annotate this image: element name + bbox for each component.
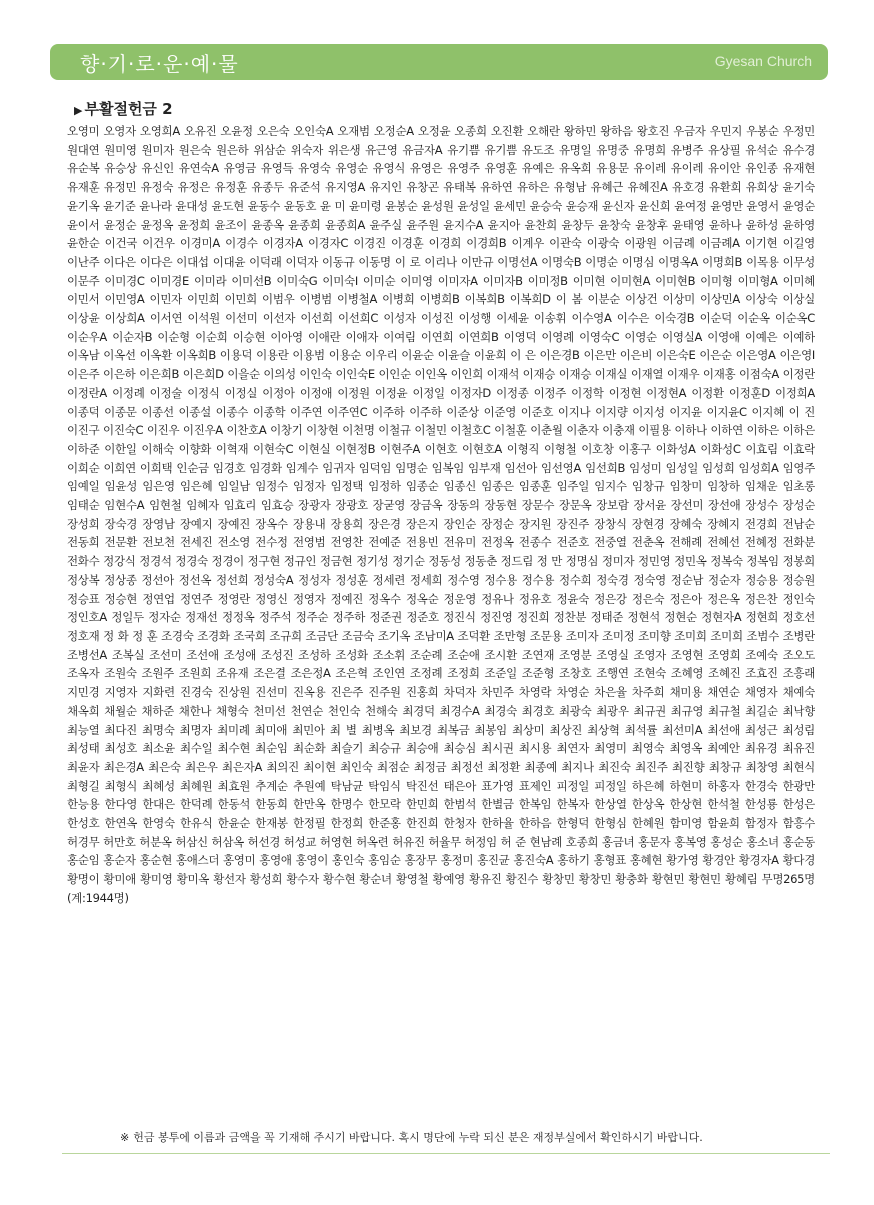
section-heading	[74, 98, 173, 119]
footer-note	[120, 1129, 703, 1145]
church-name: Gyesan Church	[714, 53, 812, 69]
donor-name-list: 오영미 오영자 오영희A 오유진 오윤정 오은숙 오인숙A 오재범 오정순A 오정윤 오종희 오진환 오해란 왕하민 왕하음 왕호진 우금자 우민지 우봉순 우정민 원대연 원미영 원미자 원은숙 원은하 위삼순 위숙자 위은생 유근영 유금자A 유기쁨 유기쁨 유도조 유명일 유명중 유명희 유병주 유상필 유석순 유수경 유순복 유승상 유신인 유연숙A 유영금 유영득 유영숙 유영순 유영식 유영은 유영주 유영훈 유예은 유옥희 유용문 유이레 유이레 유이안 유인종 유재현 유재훈 유정민 유정숙 유정은 유정훈 유종두 유준석 유지영A 유지인 유창곤 유태복 유하연 유하은 유형남 유혜근 유혜진A 유호경 유환희 유희상 윤기숙 윤기옥 윤기준 윤나라 윤대성 윤도현 윤동수 윤동호 윤 미 윤미령 윤봉순 윤성원 윤성일 윤세민 윤승숙 윤승재 윤신자 윤신희 윤여정 윤영만 윤영서 윤영순 윤이서 윤정순 윤정옥 윤정희 윤조이 윤종옥 윤종희 윤종희A 윤주실 윤주원 윤지수A 윤지아 윤찬희 윤창두 윤창숙 윤창후 윤태영 윤하나 윤하성 윤하영 윤한순 이건국 이건우 이경미A 이경수 이경자A 이경자C 이경진 이경훈 이경희 이경희B 이계우 이관숙 이광숙 이광원 이금례 이금례A 이기현 이길영 이난주 이다은 이다은 이대섭 이대윤 이덕래 이덕자 이동규 이동명 이 로 이리나 이만규 이명선A 이명숙B 이명순 이명심 이명옥A 이명희B 이목용 이무성 이문주 이미경C 이미경E 이미라 이미선B 이미숙G 이미숙I 이미순 이미영 이미자A 이미자B 이미정B 이미현 이미현A 이미현B 이미형 이미형A 이미혜 이민서 이민영A 이민자 이민희 이민희 이범우 이병범 이병철A 이병희 이병희B 이복희B 이복희D 이 봄 이분순 이상건 이상미 이상민A 이상숙 이상실 이상윤 이상희A 이서연 이석원 이선미 이선자 이선희 이선희C 이성자 이성진 이성행 이세윤 이송휘 이수영A 이수은 이숙경B 이순덕 이순옥 이순옥C 이순우A 이순자B 이순형 이순희 이승현 이아영 이애란 이애자 이여림 이연희 이연희B 이영덕 이영례 이영숙C 이영순 이영실A 이영애 이예은 이예하 이옥남 이옥선 이옥환 이옥희B 이용덕 이용란 이용범 이용순 이우리 이윤순 이윤슬 이윤희 이 은 이은경B 이은만 이은비 이은숙E 이은순 이은영A 이은영I 이은주 이은하 이은희B 이은희D 이을순 이의성 이인숙 이인숙E 이인순 이인옥 이인희 이재석 이재승 이재승 이재실 이재열 이재우 이재홍 이점숙A 이정란 이정란A 이정례 이정술 이정식 이정실 이정아 이정애 이정원 이정윤 이정일 이정자D 이정종 이정주 이정학 이정현 이정현A 이정환 이정훈D 이정희A 이종덕 이종문 이종선 이종설 이종수 이종학 이주연 이주연C 이주하 이주하 이준상 이준영 이준호 이지나 이지량 이지성 이지윤 이지윤C 이지혜 이 진 이진구 이진숙C 이진우 이진우A 이찬호A 이창기 이창현 이천명 이철규 이철민 이철호C 이철훈 이춘월 이춘자 이충재 이필용 이하나 이하연 이하은 이하은 이하준 이한일 이해숙 이향화 이혁재 이현숙C 이현실 이현정B 이현주A 이현호 이현호A 이형직 이형철 이호창 이홍구 이화성A 이화성C 이효림 이효락 이희순 이희연 이희택 인순금 임경호 임경화 임계수 임귀자 임덕임 임명순 임복임 임부재 임선아 임선영A 임선희B 임성미 임성일 임성희 임성희A 임영주 임예일 임윤성 임은영 임은혜 임일남 임정수 임정자 임정택 임정하 임종순 임종신 임종은 임종훈 임주일 임지수 임창규 임창미 임창하 임채운 임초롱 임태순 임현수A 임현철 임혜자 임효리 임효승 장광자 장광호 장굳영 장금옥 장동의 장동현 장문수 장문옥 장보람 장서윤 장선미 장선애 장성수 장성순 장성희 장숙경 장영남 장예지 장예진 장옥수 장용내 장용희 장은경 장은지 장인순 장정순 장지원 장진주 장창식 장현경 장혜숙 장혜지 전경희 전남순 전동희 전문환 전보천 전세진 전소영 전수정 전영범 전영찬 전예준 전용빈 전유미 전정옥 전종수 전준호 전중열 전춘옥 전해례 전혜선 전혜정 전화분 전화수 정강식 정경석 정경숙 정경이 정구현 정규인 정금현 정기성 정기순 정동성 정동춘 정드림 정 만 정명심 정미자 정민영 정민옥 정복숙 정복임 정봉희 정상복 정상종 정선아 정선옥 정선희 정성숙A 정성자 정성훈 정세련 정세희 정수영 정수용 정수용 정수희 정숙경 정숙영 정순남 정순자 정승용 정승원 정승표 정승현 정연업 정연주 정영란 정영신 정영자 정예진 정옥수 정옥순 정운영 정유나 정유호 정윤숙 정은강 정은숙 정은아 정은옥 정은찬 정인숙 정인호A 정일두 정자순 정재선 정정옥 정주석 정주순 정주하 정준권 정준호 정진식 정진영 정진희 정찬분 정태준 정현석 정현순 정현자A 정현희 정호선 정호재 정 화 정 훈 조경숙 조경화 조국희 조규희 조금단 조금숙 조기옥 조남미A 조덕환 조만형 조문용 조미자 조미정 조미향 조미희 조미희 조범수 조병란 조병선A 조복실 조선미 조선애 조성애 조성진 조성하 조성화 조소휘 조순례 조순애 조시환 조연재 조영분 조영실 조영자 조영현 조영희 조예숙 조오도 조옥자 조원숙 조원주 조원희 조유재 조은결 조은정A 조은혁 조인연 조정례 조정희 조준일 조준형 조창호 조행연 조현숙 조혜영 조혜진 조효진 조흥래 지민경 지영자 지화련 진경숙 진상원 진선미 진옥용 진은주 진주원 진홍희 차덕자 차민주 차영락 차영순 차은율 차주희 채미용 채연순 채영자 채예숙 채옥희 채월순 채하준 채한나 채형숙 천미선 천연순 천인숙 천해숙 최경덕 최경수A 최경숙 최경호 최광숙 최광우 최규권 최규영 최규철 최길순 최낙향 최능열 최다진 최명숙 최명자 최미례 최미애 최민아 최 별 최병옥 최보경 최복금 최봉임 최상미 최상진 최상혁 최석률 최선미A 최선애 최성근 최성림 최성태 최성호 최소윤 최수일 최수현 최순임 최순화 최슬기 최승규 최승애 최승심 최시권 최시용 최연자 최영미 최영숙 최영옥 최예안 최유경 최유진 최윤자 최은경A 최은숙 최은우 최은자A 최의진 최이현 최인숙 최점순 최정금 최정선 최정환 최종예 최지나 최진숙 최진주 최진향 최창규 최창영 최현식 최형길 최형식 최혜성 최혜원 최효원 추계순 추원예 탁남균 탁임식 탁진선 태은아 표가영 표제인 피정일 피정일 하은혜 하현미 하홍자 한경숙 한광만 한능용 한다영 한대은 한덕례 한동석 한동희 한만옥 한명수 한모락 한민희 한범석 한별금 한복임 한복자 한상열 한상옥 한상현 한석철 한성룡 한성은 한성호 한연옥 한영숙 한유식 한윤순 한재봉 한정필 한정희 한준홍 한진희 한청자 한하율 한하음 한형덕 한형심 한혜원 함미영 함윤희 함정자 함흥수 허경무 허만호 허분옥 허삼신 허삼옥 허선경 허성교 허영현 허옥련 허유진 허율무 허정임 허 준 현남례 호종희 홍금녀 홍문자 홍복영 홍성순 홍소녀 홍순동 홍순임 홍순자 홍순현 홍애스더 홍영미 홍영애 홍영이 홍인숙 홍임순 홍장무 홍정미 홍진균 홍진숙A 홍하기 홍형표 홍혜현 황가영 황경안 황경자A 황다경 황명이 황미애 황미영 황미옥 황선자 황성희 황수자 황수현 황순녀 황영철 황예영 황유진 황진수 황창민 황창민 황충화 황현민 황현민 황혜림 무명265명 (계:1944명)	[67, 124, 815, 905]
reference-mark: ※	[120, 1131, 130, 1144]
header-banner	[50, 44, 828, 80]
section-title-text: 부활절헌금 2	[84, 100, 173, 118]
footer-divider	[62, 1153, 830, 1154]
footer-note-text: 헌금 봉투에 이름과 금액을 꼭 기재해 주시기 바랍니다. 혹시 명단에 누락 되신 분은 재정부실에서 확인하시기 바랍니다.	[133, 1131, 703, 1144]
triangle-icon: ▶	[74, 104, 83, 117]
header-title: 향·기·로·운·예·물	[80, 52, 239, 76]
